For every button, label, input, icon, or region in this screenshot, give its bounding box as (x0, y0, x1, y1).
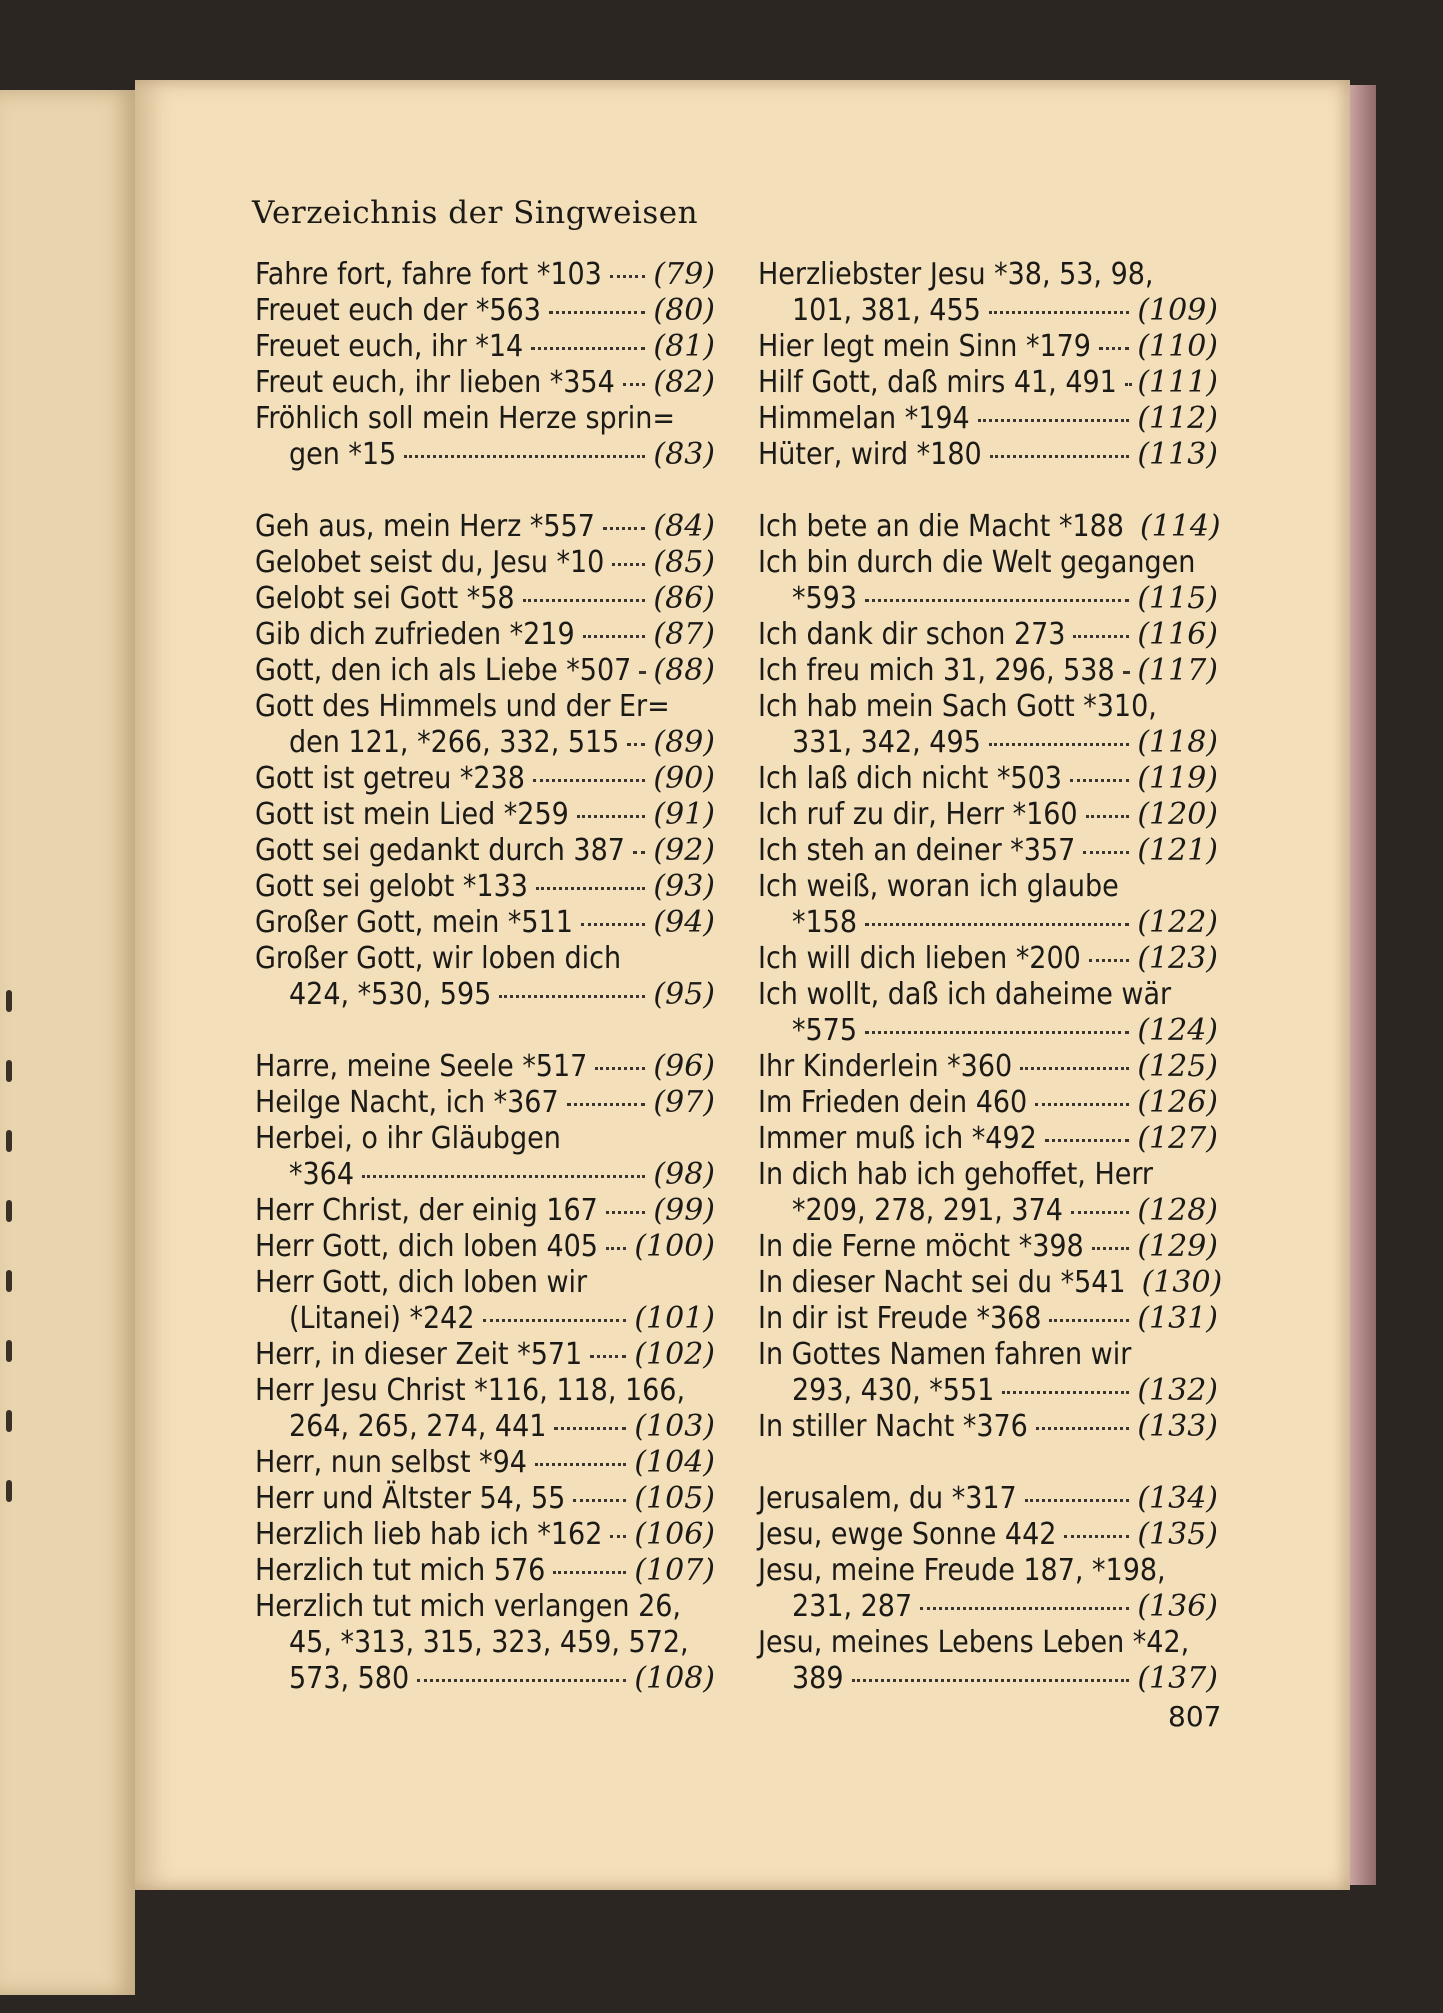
entry-number: (114) (1139, 509, 1221, 544)
entry-title: Himmelan *194 (758, 401, 970, 436)
entry-title: Gott ist getreu *238 (255, 761, 525, 796)
index-entry (255, 509, 715, 545)
entry-title: *158 (792, 905, 857, 940)
entry-number: (102) (634, 1337, 715, 1372)
entry-title: Hilf Gott, daß mirs 41, 491 (758, 365, 1117, 400)
entry-title: Herzlich lieb hab ich *162 (255, 1517, 603, 1552)
entry-title: Freuet euch der *563 (255, 293, 541, 328)
entry-title: Freuet euch, ihr *14 (255, 329, 524, 364)
entry-title: Herbei, o ihr Gläubgen (255, 1121, 561, 1156)
entry-title: Herzlich tut mich verlangen 26, (255, 1589, 681, 1624)
entry-title: Jerusalem, du *317 (758, 1481, 1017, 1516)
facing-page-text-fragments (0, 990, 20, 1550)
index-column-right (758, 257, 1223, 1697)
entry-title: Herr, nun selbst *94 (255, 1445, 527, 1480)
index-entry (255, 329, 715, 365)
entry-number: (111) (1137, 365, 1218, 400)
index-entry (758, 1121, 1218, 1157)
entry-number: (87) (653, 617, 715, 652)
index-entry-continuation (255, 977, 715, 1013)
entry-title: Ich wollt, daß ich daheime wär (758, 977, 1172, 1012)
entry-title: Ich weiß, woran ich glaube (758, 869, 1119, 904)
entry-title: *575 (792, 1013, 857, 1048)
entry-title: 331, 342, 495 (792, 725, 981, 760)
entry-number: (97) (653, 1085, 715, 1120)
entry-number: (103) (634, 1409, 715, 1444)
entry-number: (118) (1137, 725, 1218, 760)
entry-number: (94) (653, 905, 715, 940)
entry-title: Herzlich tut mich 576 (255, 1553, 546, 1588)
index-entry (758, 329, 1218, 365)
index-entry (255, 545, 715, 581)
index-column-left (255, 257, 715, 1697)
page-number: 807 (1168, 1700, 1222, 1733)
index-entry-continuation (255, 725, 715, 761)
index-entry (758, 1157, 1218, 1193)
index-entry (255, 1517, 715, 1553)
index-entry-continuation (758, 293, 1218, 329)
index-entry (758, 689, 1218, 725)
entry-number: (117) (1137, 653, 1218, 688)
index-entry (758, 1085, 1218, 1121)
index-entry (255, 905, 715, 941)
entry-title: Gott des Himmels und der Er= (255, 689, 670, 724)
index-entry (758, 1481, 1218, 1517)
page-heading: Verzeichnis der Singweisen (252, 195, 699, 231)
index-entry (758, 1265, 1223, 1301)
entry-number: (133) (1137, 1409, 1218, 1444)
entry-number: (93) (653, 869, 715, 904)
entry-title: 264, 265, 274, 441 (289, 1409, 547, 1444)
entry-number: (100) (634, 1229, 715, 1264)
entry-number: (125) (1137, 1049, 1218, 1084)
entry-title: Herzliebster Jesu *38, 53, 98, (758, 257, 1154, 292)
entry-number: (90) (653, 761, 715, 796)
entry-title: 293, 430, *551 (792, 1373, 995, 1408)
index-entry-continuation (758, 1373, 1218, 1409)
entry-number: (119) (1137, 761, 1218, 796)
entry-number: (83) (653, 437, 715, 472)
index-entry (758, 257, 1218, 293)
index-entry (255, 1049, 715, 1085)
entry-title: Herr, in dieser Zeit *571 (255, 1337, 583, 1372)
entry-number: (107) (634, 1553, 715, 1588)
index-entry-continuation (255, 437, 715, 473)
entry-number: (79) (653, 257, 715, 292)
entry-number: (113) (1137, 437, 1218, 472)
entry-title: Freut euch, ihr lieben *354 (255, 365, 615, 400)
index-entry-continuation (758, 1661, 1218, 1697)
index-entry (758, 653, 1218, 689)
entry-title: Fröhlich soll mein Herze sprin= (255, 401, 675, 436)
index-entry (255, 833, 715, 869)
index-entry (255, 617, 715, 653)
entry-title: Gelobet seist du, Jesu *10 (255, 545, 605, 580)
entry-number: (135) (1137, 1517, 1218, 1552)
entry-title: Im Frieden dein 460 (758, 1085, 1028, 1120)
entry-number: (109) (1137, 293, 1218, 328)
entry-title: In Gottes Namen fahren wir (758, 1337, 1132, 1372)
index-entry-continuation (255, 1157, 715, 1193)
index-entry (255, 1337, 715, 1373)
entry-title: Hüter, wird *180 (758, 437, 982, 472)
index-entry (255, 941, 715, 977)
entry-number: (95) (653, 977, 715, 1012)
entry-title: 424, *530, 595 (289, 977, 492, 1012)
index-entry (758, 1409, 1218, 1445)
entry-number: (136) (1137, 1589, 1218, 1624)
entry-number: (115) (1137, 581, 1218, 616)
index-entry-continuation (758, 1013, 1218, 1049)
entry-title: In dir ist Freude *368 (758, 1301, 1042, 1336)
entry-title: 573, 580 (289, 1661, 410, 1696)
entry-number: (88) (653, 653, 715, 688)
entry-title: 389 (792, 1661, 844, 1696)
index-entry (758, 1553, 1218, 1589)
index-entry (255, 581, 715, 617)
entry-title: In dieser Nacht sei du *541 (758, 1265, 1126, 1300)
entry-title: Herr Gott, dich loben 405 (255, 1229, 598, 1264)
entry-number: (124) (1137, 1013, 1218, 1048)
entry-title: Heilge Nacht, ich *367 (255, 1085, 559, 1120)
index-entry (255, 365, 715, 401)
entry-number: (89) (653, 725, 715, 760)
index-entry (758, 797, 1218, 833)
index-entry (255, 1481, 715, 1517)
entry-title: Ich freu mich 31, 296, 538 (758, 653, 1115, 688)
index-entry-continuation (758, 1193, 1218, 1229)
entry-title: *209, 278, 291, 374 (792, 1193, 1063, 1228)
index-entry (255, 293, 715, 329)
index-entry (255, 1193, 715, 1229)
index-entry-continuation (255, 1409, 715, 1445)
entry-number: (126) (1137, 1085, 1218, 1120)
index-entry (758, 833, 1218, 869)
index-entry (255, 1445, 715, 1481)
index-entry (255, 1553, 715, 1589)
entry-title: *364 (289, 1157, 354, 1192)
entry-title: Hier legt mein Sinn *179 (758, 329, 1091, 364)
entry-title: Fahre fort, fahre fort *103 (255, 257, 602, 292)
entry-number: (130) (1141, 1265, 1223, 1300)
entry-number: (112) (1137, 401, 1218, 436)
entry-number: (101) (634, 1301, 715, 1336)
entry-title: Ich steh an deiner *357 (758, 833, 1076, 868)
index-entry (255, 797, 715, 833)
entry-number: (91) (653, 797, 715, 832)
index-entry-continuation (255, 1661, 715, 1697)
entry-number: (99) (653, 1193, 715, 1228)
entry-number: (128) (1137, 1193, 1218, 1228)
entry-title: (Litanei) *242 (289, 1301, 475, 1336)
entry-title: Jesu, ewge Sonne 442 (758, 1517, 1057, 1552)
entry-number: (106) (634, 1517, 715, 1552)
entry-title: Gott sei gedankt durch 387 (255, 833, 625, 868)
entry-number: (123) (1137, 941, 1218, 976)
entry-title: Gib dich zufrieden *219 (255, 617, 575, 652)
index-entry (758, 365, 1218, 401)
entry-number: (92) (653, 833, 715, 868)
index-entry-continuation (758, 581, 1218, 617)
entry-number: (129) (1137, 1229, 1218, 1264)
entry-number: (121) (1137, 833, 1218, 868)
index-entry (758, 1517, 1218, 1553)
facing-page (0, 90, 135, 1995)
entry-number: (105) (634, 1481, 715, 1516)
index-entry-continuation (758, 1589, 1218, 1625)
index-entry (758, 617, 1218, 653)
entry-title: Ich bete an die Macht *188 (758, 509, 1124, 544)
entry-number: (98) (653, 1157, 715, 1192)
index-entry (758, 1301, 1218, 1337)
entry-title: In die Ferne möcht *398 (758, 1229, 1084, 1264)
index-entry (255, 1121, 715, 1157)
page-edge (1350, 85, 1376, 1885)
entry-number: (86) (653, 581, 715, 616)
index-entry (758, 761, 1218, 797)
entry-title: gen *15 (289, 437, 397, 472)
entry-number: (104) (634, 1445, 715, 1480)
entry-title: Ich hab mein Sach Gott *310, (758, 689, 1157, 724)
entry-number: (122) (1137, 905, 1218, 940)
entry-title: Ihr Kinderlein *360 (758, 1049, 1013, 1084)
entry-title: Herr Gott, dich loben wir (255, 1265, 588, 1300)
index-entry-continuation (758, 905, 1218, 941)
entry-title: Gott, den ich als Liebe *507 (255, 653, 632, 688)
index-entry (758, 1625, 1218, 1661)
index-entry (255, 869, 715, 905)
entry-number: (85) (653, 545, 715, 580)
entry-title: 101, 381, 455 (792, 293, 981, 328)
entry-title: Jesu, meine Freude 187, *198, (758, 1553, 1166, 1588)
entry-title: Ich dank dir schon 273 (758, 617, 1066, 652)
index-entry (758, 545, 1218, 581)
index-entry (255, 1265, 715, 1301)
entry-number: (110) (1137, 329, 1218, 364)
entry-number: (84) (653, 509, 715, 544)
entry-number: (82) (653, 365, 715, 400)
entry-title: Herr Christ, der einig 167 (255, 1193, 598, 1228)
index-entry (255, 1229, 715, 1265)
entry-title: Herr und Ältster 54, 55 (255, 1481, 566, 1516)
entry-title: Harre, meine Seele *517 (255, 1049, 588, 1084)
entry-title: In stiller Nacht *376 (758, 1409, 1028, 1444)
index-entry (255, 653, 715, 689)
entry-title: 231, 287 (792, 1589, 913, 1624)
entry-title: Ich ruf zu dir, Herr *160 (758, 797, 1078, 832)
entry-number: (120) (1137, 797, 1218, 832)
entry-title: In dich hab ich gehoffet, Herr (758, 1157, 1154, 1192)
index-entry-continuation (255, 1625, 715, 1661)
entry-title: Gelobt sei Gott *58 (255, 581, 515, 616)
entry-title: Gott ist mein Lied *259 (255, 797, 569, 832)
entry-number: (108) (634, 1661, 715, 1696)
entry-title: Ich laß dich nicht *503 (758, 761, 1062, 796)
entry-title: *593 (792, 581, 857, 616)
entry-number: (81) (653, 329, 715, 364)
index-entry (758, 509, 1221, 545)
index-entry (255, 1085, 715, 1121)
entry-title: Gott sei gelobt *133 (255, 869, 528, 904)
entry-title: Jesu, meines Lebens Leben *42, (758, 1625, 1190, 1660)
index-entry (255, 1373, 715, 1409)
entry-number: (131) (1137, 1301, 1218, 1336)
index-entry (758, 1337, 1218, 1373)
entry-number: (96) (653, 1049, 715, 1084)
entry-title: Herr Jesu Christ *116, 118, 166, (255, 1373, 686, 1408)
index-entry (758, 977, 1218, 1013)
index-entry-continuation (255, 1301, 715, 1337)
entry-number: (137) (1137, 1661, 1218, 1696)
entry-number: (127) (1137, 1121, 1218, 1156)
index-entry (758, 1049, 1218, 1085)
entry-title: Ich bin durch die Welt gegangen (758, 545, 1196, 580)
index-entry (758, 437, 1218, 473)
index-entry (255, 689, 715, 725)
entry-title: 45, *313, 315, 323, 459, 572, (289, 1625, 689, 1660)
index-entry (255, 401, 715, 437)
index-entry (255, 761, 715, 797)
entry-number: (134) (1137, 1481, 1218, 1516)
index-entry (758, 941, 1218, 977)
index-entry (758, 869, 1218, 905)
index-entry (255, 257, 715, 293)
index-entry (255, 1589, 715, 1625)
index-entry (758, 1229, 1218, 1265)
index-entry (758, 401, 1218, 437)
entry-title: Großer Gott, mein *511 (255, 905, 573, 940)
entry-title: Ich will dich lieben *200 (758, 941, 1081, 976)
index-entry-continuation (758, 725, 1218, 761)
entry-title: Großer Gott, wir loben dich (255, 941, 622, 976)
entry-number: (116) (1137, 617, 1218, 652)
entry-number: (132) (1137, 1373, 1218, 1408)
entry-title: Immer muß ich *492 (758, 1121, 1037, 1156)
entry-number: (80) (653, 293, 715, 328)
entry-title: den 121, *266, 332, 515 (289, 725, 620, 760)
entry-title: Geh aus, mein Herz *557 (255, 509, 595, 544)
